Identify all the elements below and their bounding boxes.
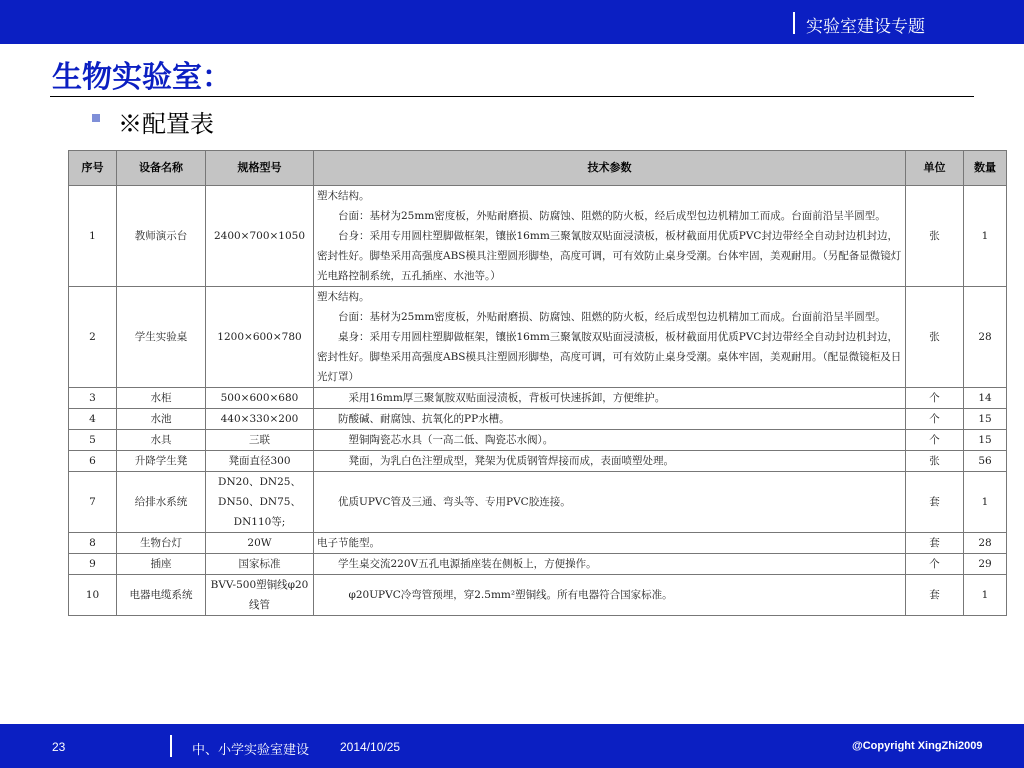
cell-qty: 29 — [964, 554, 1007, 575]
tech-paragraph: 台面：基材为25mm密度板，外贴耐磨损、防腐蚀、阻燃的防火板，经后成型包边机精加工而成。台面前沿呈半圆型。 — [317, 210, 886, 222]
table-row — [69, 186, 1007, 287]
tech-paragraph: 学生桌交流220V五孔电源插座装在侧板上，方便操作。 — [317, 558, 597, 570]
table-row — [69, 472, 1007, 533]
tech-paragraph: 桌身：采用专用圆柱塑脚做框架，镶嵌16mm三聚氰胺双贴面浸渍板，板材截面用优质PVC封边带经全自动封边机封边，密封性好。脚垫采用高强度ABS模具注塑圆形脚垫，高度可调，可有效防止桌身受潮。桌体牢固，美观耐用。（配显微镜柜及日光灯罩） — [317, 331, 902, 383]
cell-tech — [314, 472, 906, 533]
col-header-name: 设备名称 — [117, 151, 206, 186]
cell-no: 10 — [69, 575, 117, 616]
table-row — [69, 575, 1007, 616]
cell-no: 3 — [69, 388, 117, 409]
cell-name: 电器电缆系统 — [117, 575, 206, 616]
cell-spec: BVV-500塑铜线φ20线管 — [206, 575, 314, 616]
tech-paragraph: 凳面，为乳白色注塑成型，凳架为优质钢管焊接而成，表面喷塑处理。 — [317, 455, 674, 467]
table-row — [69, 388, 1007, 409]
title-divider — [50, 96, 974, 97]
cell-no: 5 — [69, 430, 117, 451]
cell-name: 插座 — [117, 554, 206, 575]
bullet-icon — [92, 114, 100, 122]
cell-tech — [314, 451, 906, 472]
cell-name: 水具 — [117, 430, 206, 451]
cell-spec: 凳面直径300 — [206, 451, 314, 472]
cell-qty: 56 — [964, 451, 1007, 472]
cell-name: 生物台灯 — [117, 533, 206, 554]
cell-tech — [314, 409, 906, 430]
cell-name: 学生实验桌 — [117, 287, 206, 388]
tech-paragraph: 优质UPVC管及三通、弯头等、专用PVC胶连接。 — [317, 496, 571, 508]
cell-tech — [314, 388, 906, 409]
cell-spec: 三联 — [206, 430, 314, 451]
cell-qty: 14 — [964, 388, 1007, 409]
tech-paragraph: 塑木结构。 — [317, 190, 370, 202]
cell-qty: 28 — [964, 287, 1007, 388]
tech-paragraph: 台身：采用专用圆柱塑脚做框架，镶嵌16mm三聚氰胺双贴面浸渍板，板材截面用优质PVC封边带经全自动封边机封边，密封性好。脚垫采用高强度ABS模具注塑圆形脚垫，高度可调，可有效防止桌身受潮。台体牢固，美观耐用。（另配备显微镜灯光电路控制系统，五孔插座、水池等。） — [317, 230, 902, 282]
cell-spec: 2400×700×1050 — [206, 186, 314, 287]
cell-spec: 20W — [206, 533, 314, 554]
config-table — [68, 150, 1007, 616]
cell-unit: 张 — [906, 451, 964, 472]
cell-spec: DN20、DN25、DN50、DN75、DN110等; — [206, 472, 314, 533]
tech-paragraph: 防酸碱、耐腐蚀、抗氧化的PP水槽。 — [317, 413, 510, 425]
cell-qty: 15 — [964, 430, 1007, 451]
cell-qty: 1 — [964, 575, 1007, 616]
cell-unit: 个 — [906, 409, 964, 430]
tech-paragraph: 采用16mm厚三聚氰胺双贴面浸渍板，背板可快速拆卸，方便维护。 — [317, 392, 666, 404]
cell-name: 水池 — [117, 409, 206, 430]
footer-date: 2014/10/25 — [340, 740, 401, 754]
cell-tech — [314, 287, 906, 388]
header-bar — [0, 0, 1024, 44]
tech-paragraph: 电子节能型。 — [317, 537, 380, 549]
cell-spec: 500×600×680 — [206, 388, 314, 409]
page-title: 生物实验室： — [52, 60, 232, 95]
cell-no: 7 — [69, 472, 117, 533]
cell-spec: 1200×600×780 — [206, 287, 314, 388]
cell-spec: 国家标准 — [206, 554, 314, 575]
cell-tech — [314, 554, 906, 575]
cell-name: 水柜 — [117, 388, 206, 409]
cell-unit: 张 — [906, 186, 964, 287]
subtitle: ※配置表 — [118, 110, 214, 138]
cell-no: 8 — [69, 533, 117, 554]
cell-unit: 个 — [906, 430, 964, 451]
cell-unit: 套 — [906, 472, 964, 533]
footer-label: 中、小学实验室建设 — [192, 743, 310, 758]
col-header-qty: 数量 — [964, 151, 1007, 186]
cell-no: 4 — [69, 409, 117, 430]
cell-tech — [314, 575, 906, 616]
footer-bar — [0, 724, 1024, 768]
tech-paragraph: 台面：基材为25mm密度板，外贴耐磨损、防腐蚀、阻燃的防火板，经后成型包边机精加工而成。台面前沿呈半圆型。 — [317, 311, 886, 323]
table-header-row — [69, 151, 1007, 186]
tech-paragraph: 塑铜陶瓷芯水具（一高二低、陶瓷芯水阀）。 — [317, 434, 554, 446]
tech-paragraph: φ20UPVC冷弯管预埋，穿2.5mm²塑铜线。所有电器符合国家标准。 — [317, 589, 673, 601]
col-header-unit: 单位 — [906, 151, 964, 186]
cell-qty: 28 — [964, 533, 1007, 554]
cell-spec: 440×330×200 — [206, 409, 314, 430]
cell-tech — [314, 186, 906, 287]
cell-name: 升降学生凳 — [117, 451, 206, 472]
cell-unit: 个 — [906, 554, 964, 575]
table-row — [69, 451, 1007, 472]
footer-separator — [170, 735, 172, 757]
cell-tech — [314, 533, 906, 554]
cell-no: 1 — [69, 186, 117, 287]
cell-no: 6 — [69, 451, 117, 472]
col-header-no: 序号 — [69, 151, 117, 186]
cell-name: 给排水系统 — [117, 472, 206, 533]
cell-unit: 套 — [906, 575, 964, 616]
cell-qty: 1 — [964, 186, 1007, 287]
cell-unit: 套 — [906, 533, 964, 554]
header-topic: 实验室建设专题 — [806, 17, 925, 37]
cell-no: 9 — [69, 554, 117, 575]
cell-unit: 个 — [906, 388, 964, 409]
table-row — [69, 533, 1007, 554]
cell-tech — [314, 430, 906, 451]
cell-unit: 张 — [906, 287, 964, 388]
table-row — [69, 409, 1007, 430]
col-header-tech: 技术参数 — [314, 151, 906, 186]
header-separator — [793, 12, 795, 34]
page-number: 23 — [52, 740, 66, 754]
cell-name: 教师演示台 — [117, 186, 206, 287]
cell-qty: 15 — [964, 409, 1007, 430]
tech-paragraph: 塑木结构。 — [317, 291, 370, 303]
table-row — [69, 430, 1007, 451]
table-row — [69, 554, 1007, 575]
col-header-spec: 规格型号 — [206, 151, 314, 186]
footer-copyright: @Copyright XingZhi2009 — [852, 740, 983, 752]
table-row — [69, 287, 1007, 388]
cell-qty: 1 — [964, 472, 1007, 533]
cell-no: 2 — [69, 287, 117, 388]
